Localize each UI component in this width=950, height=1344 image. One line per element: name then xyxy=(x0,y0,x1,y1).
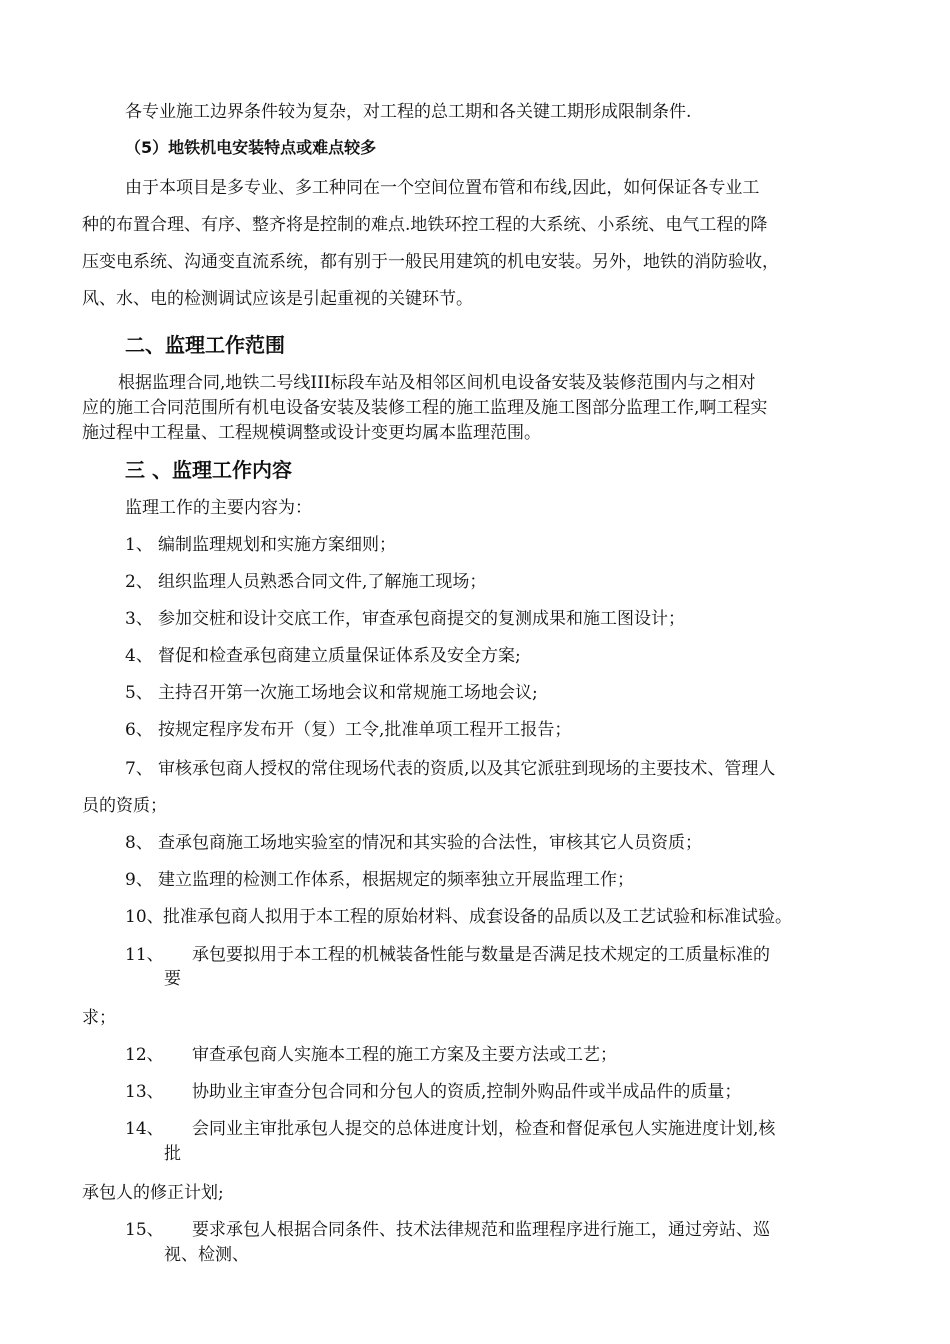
list-item-number: 8、 xyxy=(125,833,153,853)
list-item-number: 13、 xyxy=(125,1082,164,1102)
section-2-title: 二、监理工作范围 xyxy=(125,333,285,357)
list-item: 按规定程序发布开（复）工令,批准单项工程开工报告； xyxy=(158,720,572,740)
list-item-number: 12、 xyxy=(125,1045,164,1065)
list-item-number: 2、 xyxy=(125,572,153,592)
list-item: 督促和检查承包商建立质量保证体系及安全方案; xyxy=(158,646,521,666)
list-item-number: 6、 xyxy=(125,720,153,740)
list-item-continuation: 求； xyxy=(82,1008,116,1028)
list-item: 建立监理的检测工作体系，根据规定的频率独立开展监理工作； xyxy=(158,870,634,890)
list-item-continuation: 员的资质； xyxy=(82,796,167,816)
list-item: 参加交桩和设计交底工作，审查承包商提交的复测成果和施工图设计； xyxy=(158,609,685,629)
subsection-heading-5: （5）地铁机电安装特点或难点较多 xyxy=(125,138,377,157)
paragraph-line: 由于本项目是多专业、多工种同在一个空间位置布管和布线,因此，如何保证各专业工 xyxy=(125,178,760,198)
paragraph-line: 种的布置合理、有序、整齐将是控制的难点.地铁环控工程的大系统、小系统、电气工程的降 xyxy=(82,215,768,235)
list-item: 会同业主审批承包人提交的总体进度计划，检查和督促承包人实施进度计划,核 xyxy=(192,1119,776,1139)
paragraph-line: 风、水、电的检测调试应该是引起重视的关键环节。 xyxy=(82,289,473,309)
intro-paragraph: 各专业施工边界条件较为复杂，对工程的总工期和各关键工期形成限制条件. xyxy=(125,102,692,122)
list-item-continuation: 承包人的修正计划; xyxy=(82,1183,224,1203)
paragraph-line: 根据监理合同,地铁二号线III标段车站及相邻区间机电设备安装及装修范围内与之相对 xyxy=(118,373,756,393)
list-item-wrap: 要 xyxy=(164,969,181,989)
paragraph-line: 压变电系统、沟通变直流系统，都有别于一般民用建筑的机电安装。另外，地铁的消防验收， xyxy=(82,252,779,272)
list-item-number: 3、 xyxy=(125,609,153,629)
list-item-wrap: 视、检测、 xyxy=(164,1245,249,1265)
paragraph-line: 施过程中工程量、工程规模调整或设计变更均属本监理范围。 xyxy=(82,423,541,443)
list-item-number: 11、 xyxy=(125,945,164,965)
list-item: 要求承包人根据合同条件、技术法律规范和监理程序进行施工，通过旁站、巡 xyxy=(192,1220,770,1240)
list-item-number: 14、 xyxy=(125,1119,164,1139)
list-item-wrap: 批 xyxy=(164,1144,181,1164)
list-item-number: 7、 xyxy=(125,759,153,779)
list-item-number: 9、 xyxy=(125,870,153,890)
list-item: 审核承包商人授权的常住现场代表的资质,以及其它派驻到现场的主要技术、管理人 xyxy=(158,759,776,779)
list-item-number: 1、 xyxy=(125,535,153,555)
paragraph-line: 应的施工合同范围所有机电设备安装及装修工程的施工监理及施工图部分监理工作,啊工程实 xyxy=(82,398,768,418)
list-item-number: 5、 xyxy=(125,683,153,703)
section-3-title: 三 、监理工作内容 xyxy=(125,458,292,482)
section-3-lead: 监理工作的主要内容为： xyxy=(125,498,312,518)
list-item-number: 4、 xyxy=(125,646,153,666)
list-item-number: 15、 xyxy=(125,1220,164,1240)
list-item: 组织监理人员熟悉合同文件,了解施工现场； xyxy=(158,572,487,592)
list-item: 批准承包商人拟用于本工程的原始材料、成套设备的品质以及工艺试验和标准试验。 xyxy=(163,907,792,927)
list-item-number: 10、 xyxy=(125,907,164,927)
list-item: 编制监理规划和实施方案细则； xyxy=(158,535,396,555)
list-item: 主持召开第一次施工场地会议和常规施工场地会议; xyxy=(158,683,538,703)
list-item: 审查承包商人实施本工程的施工方案及主要方法或工艺； xyxy=(192,1045,617,1065)
list-item: 查承包商施工场地实验室的情况和其实验的合法性，审核其它人员资质； xyxy=(158,833,702,853)
list-item: 协助业主审查分包合同和分包人的资质,控制外购品件或半成品件的质量； xyxy=(192,1082,742,1102)
list-item: 承包要拟用于本工程的机械装备性能与数量是否满足技术规定的工质量标准的 xyxy=(192,945,770,965)
